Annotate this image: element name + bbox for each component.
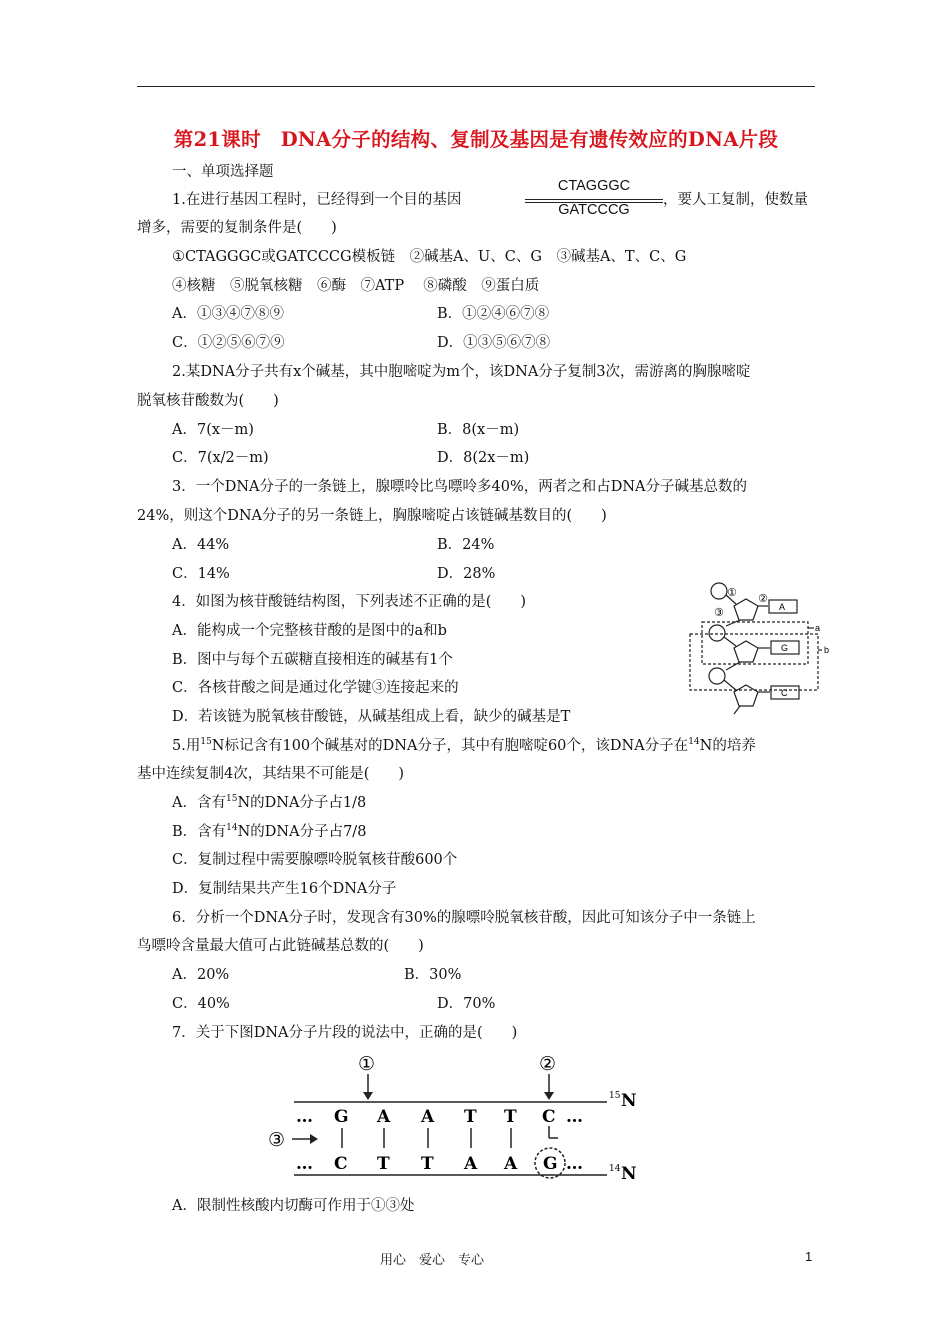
text-span: 5.用 xyxy=(172,738,201,754)
arrow-3-head xyxy=(310,1134,318,1144)
phosphate-circle xyxy=(709,668,725,684)
q1-option-c[interactable]: C．①②⑤⑥⑦⑨ xyxy=(172,335,285,351)
q4-option-c[interactable]: C．各核苷酸之间是通过化学键③连接起来的 xyxy=(172,680,459,696)
box-label-b: b xyxy=(824,645,830,655)
isotope-14-label: N xyxy=(621,1164,637,1184)
q3-stem: 3．一个DNA分子的一条链上，腺嘌呤比鸟嘌呤多40%，两者之和占DNA分子碱基总数的 xyxy=(172,479,748,495)
text-span: N标记含有100个碱基对的DNA分子，其中有胞嘧啶60个，该DNA分子在 xyxy=(211,738,689,754)
q1-seq-bottom: GATCCCG xyxy=(558,202,630,218)
text-span: A．含有 xyxy=(172,795,226,811)
ellipsis: … xyxy=(296,1154,313,1174)
marker-2: ② xyxy=(539,1053,557,1075)
q3-option-a[interactable]: A．44% xyxy=(172,537,230,553)
page-number: 1 xyxy=(805,1249,813,1264)
text-span: N的DNA分子占1/8 xyxy=(237,795,367,811)
q2-option-b[interactable]: B．8(x－m) xyxy=(437,422,520,438)
top-base: A xyxy=(377,1107,391,1127)
bond-line xyxy=(724,680,736,690)
q2-stem-line2: 脱氧核苷酸数为( ) xyxy=(137,393,279,409)
text-span: N的DNA分子占7/8 xyxy=(237,824,367,840)
pentose-sugar xyxy=(734,641,758,662)
q2-option-d[interactable]: D．8(2x－m) xyxy=(437,450,530,466)
bottom-base: C xyxy=(334,1154,348,1174)
q6-stem-line2: 鸟嘌呤含量最大值可占此链碱基总数的( ) xyxy=(137,938,424,954)
q7-stem: 7．关于下图DNA分子片段的说法中，正确的是( ) xyxy=(172,1025,518,1041)
nucleotide-chain-figure xyxy=(686,578,836,718)
q1-stem-tail: ，要人工复制，使数量 xyxy=(663,192,808,208)
q4-option-b[interactable]: B．图中与每个五碳糖直接相连的碱基有1个 xyxy=(172,652,453,668)
bottom-base: G xyxy=(543,1154,558,1174)
arrow-2-head xyxy=(544,1092,554,1100)
marker-1: ① xyxy=(358,1053,376,1075)
q1-seq-line xyxy=(525,199,663,200)
ellipsis: … xyxy=(566,1107,583,1127)
q3-stem-line2: 24%，则这个DNA分子的另一条链上，胸腺嘧啶占该链碱基数目的( ) xyxy=(137,508,607,524)
q2-option-c[interactable]: C．7(x/2－m) xyxy=(172,450,269,466)
q5-option-d[interactable]: D．复制结果共产生16个DNA分子 xyxy=(172,881,397,897)
q5-option-c[interactable]: C．复制过程中需要腺嘌呤脱氧核苷酸600个 xyxy=(172,852,458,868)
ellipsis: … xyxy=(296,1107,313,1127)
q3-option-c[interactable]: C．14% xyxy=(172,566,230,582)
q1-gene-sequence xyxy=(525,178,663,222)
top-base: C xyxy=(542,1107,556,1127)
isotope-15-label: N xyxy=(621,1091,637,1111)
base-label-c: C xyxy=(781,688,788,698)
q4-stem: 4．如图为核苷酸链结构图，下列表述不正确的是( ) xyxy=(172,594,527,610)
pentose-sugar xyxy=(734,685,758,706)
top-base: G xyxy=(334,1107,349,1127)
isotope-sup: 15 xyxy=(200,737,212,747)
base-label-g: G xyxy=(781,643,789,653)
q5-stem-line2: 基中连续复制4次，其结果不可能是( ) xyxy=(137,766,405,782)
top-base: A xyxy=(421,1107,435,1127)
section-heading: 一、单项选择题 xyxy=(172,164,274,180)
q1-stem-line2: 增多，需要的复制条件是( ) xyxy=(137,220,337,236)
isotope-14-sup: 14 xyxy=(609,1164,621,1174)
q4-option-a[interactable]: A．能构成一个完整核苷酸的是图中的a和b xyxy=(172,623,447,639)
marker-2: ② xyxy=(758,593,768,605)
page-footer: 用心 爱心 专心 xyxy=(380,1253,485,1268)
q6-option-b[interactable]: B．30% xyxy=(404,967,462,983)
isotope-sup: 14 xyxy=(688,737,700,747)
bond-line xyxy=(724,637,736,646)
q1-conditions-1: ①CTAGGGC或GATCCCG模板链 ②碱基A、U、C、G ③碱基A、T、C、G xyxy=(172,249,687,265)
page-title: 第21课时 DNA分子的结构、复制及基因是有遗传效应的DNA片段 xyxy=(173,128,779,151)
text-span: N的培养 xyxy=(699,738,756,754)
bottom-base: A xyxy=(464,1154,478,1174)
isotope-15-sup: 15 xyxy=(609,1091,621,1101)
dna-fragment-figure xyxy=(262,1050,647,1190)
marker-3: ③ xyxy=(268,1129,286,1151)
isotope-sup: 15 xyxy=(225,794,238,804)
ellipsis: … xyxy=(566,1154,583,1174)
text-span: B．含有 xyxy=(172,824,227,840)
q1-option-a[interactable]: A．①③④⑦⑧⑨ xyxy=(172,306,284,322)
q1-option-d[interactable]: D．①③⑤⑥⑦⑧ xyxy=(437,335,551,351)
q3-option-d[interactable]: D．28% xyxy=(437,566,496,582)
bottom-base: T xyxy=(377,1154,390,1174)
phosphate-circle xyxy=(711,583,727,599)
top-base: T xyxy=(504,1107,517,1127)
q6-stem: 6．分析一个DNA分子时，发现含有30%的腺嘌呤脱氧核苷酸，因此可知该分子中一条链上 xyxy=(172,910,756,926)
marker-3: ③ xyxy=(714,607,724,619)
q5-option-b[interactable] xyxy=(172,822,366,842)
q5-option-a[interactable] xyxy=(172,793,366,813)
bottom-base: A xyxy=(504,1154,518,1174)
top-base: T xyxy=(464,1107,477,1127)
q5-stem xyxy=(172,736,756,756)
q2-option-a[interactable]: A．7(x－m) xyxy=(172,422,254,438)
q1-seq-top: CTAGGGC xyxy=(557,178,631,194)
q3-option-b[interactable]: B．24% xyxy=(437,537,495,553)
base-label-a: A xyxy=(779,602,786,612)
marker-1: ① xyxy=(727,587,737,599)
bond-line xyxy=(734,706,740,714)
q7-option-a[interactable]: A．限制性核酸内切酶可作用于①③处 xyxy=(172,1198,415,1214)
q6-option-a[interactable]: A．20% xyxy=(172,967,230,983)
bottom-base: T xyxy=(421,1154,434,1174)
box-label-a: a xyxy=(815,623,821,633)
q6-option-d[interactable]: D．70% xyxy=(437,996,496,1012)
phosphate-circle xyxy=(709,625,725,641)
q1-stem: 1.在进行基因工程时，已经得到一个目的基因 xyxy=(172,192,462,208)
isotope-sup: 14 xyxy=(226,823,238,833)
q6-option-c[interactable]: C．40% xyxy=(172,996,230,1012)
q2-stem: 2.某DNA分子共有x个碱基，其中胞嘧啶为m个，该DNA分子复制3次，需游离的胸腺嘧啶 xyxy=(172,364,751,380)
bond-line xyxy=(726,620,740,626)
pentose-sugar xyxy=(734,599,758,620)
arrow-1-head xyxy=(363,1092,373,1100)
bond-line xyxy=(726,662,740,670)
q1-option-b[interactable]: B．①②④⑥⑦⑧ xyxy=(437,306,550,322)
q4-option-d[interactable]: D．若该链为脱氧核苷酸链，从碱基组成上看，缺少的碱基是T xyxy=(172,709,571,725)
q1-conditions-2: ④核糖 ⑤脱氧核糖 ⑥酶 ⑦ATP ⑧磷酸 ⑨蛋白质 xyxy=(172,278,540,294)
header-rule xyxy=(137,86,815,87)
